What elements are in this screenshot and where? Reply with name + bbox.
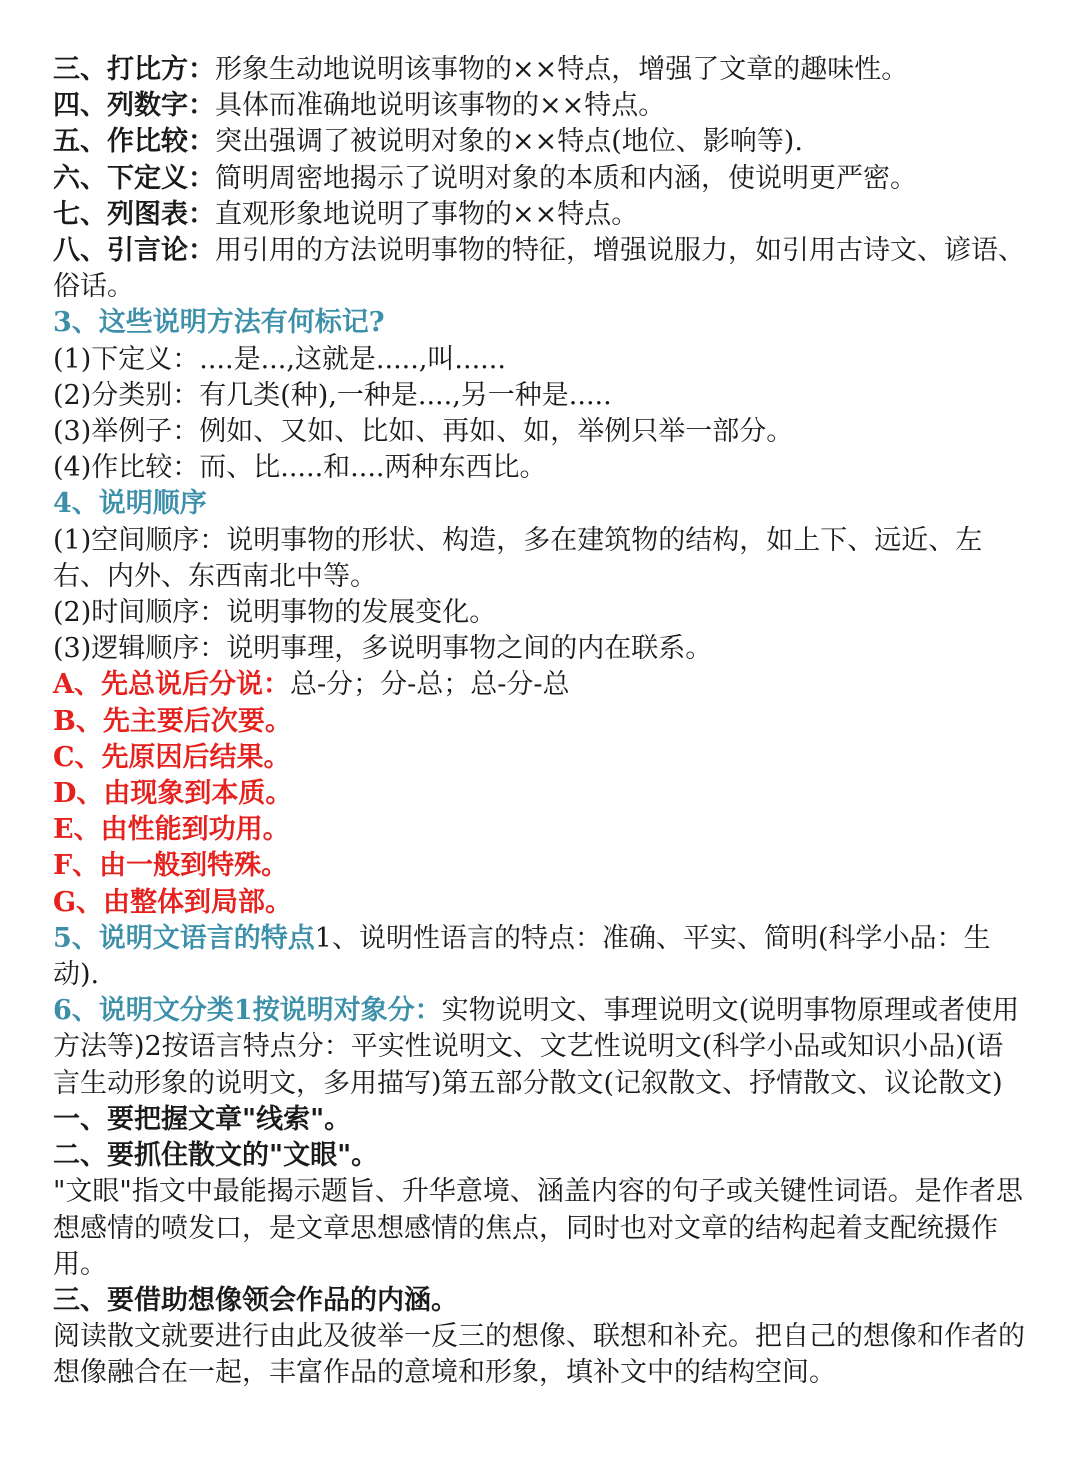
logic-order-a: [53, 667, 1030, 703]
logic-order-item: F、由一般到特殊。: [53, 850, 289, 882]
prose-point-2: 二、要抓住散文的"文眼"。: [53, 1140, 379, 1172]
order-item: (1)空间顺序：说明事物的形状、构造，多在建筑物的结构，如上下、远近、左右、内外、东西南北中等。: [53, 524, 983, 592]
classify-text: 实物说明文、事理说明文(说明事物原理或者使用方法等)2按语言特点分：平实性说明文、文艺性说明文(科学小品或知识小品)(语言生动形象的说明文，多用描写)第五部分散文(记叙散文、抒情散文、议论散文): [53, 995, 1020, 1099]
method-label: 六、下定义：: [53, 162, 215, 194]
order-heading: 4、说明顺序: [53, 488, 207, 520]
marker-item: (4)作比较：而、比.....和....两种东西比。: [53, 452, 547, 484]
marker-item: (3)举例子：例如、又如、比如、再如、如，举例只举一部分。: [53, 416, 794, 448]
logic-order-item: D、由现象到本质。: [53, 778, 293, 810]
method-label: 八、引言论：: [53, 235, 215, 267]
logic-order-item: B、先主要后次要。: [53, 705, 292, 737]
method-six: [53, 161, 1030, 197]
classify-heading: 6、说明文分类1按说明对象分：: [53, 995, 442, 1027]
method-text: 简明周密地揭示了说明对象的本质和内涵，使说明更严密。: [215, 162, 917, 194]
logic-label: A、先总说后分说：: [53, 669, 290, 701]
classify-paragraph: [53, 993, 1030, 1102]
method-label: 五、作比较：: [53, 126, 215, 158]
method-label: 七、列图表：: [53, 198, 215, 230]
language-paragraph: [53, 921, 1030, 993]
method-text: 突出强调了被说明对象的××特点(地位、影响等).: [215, 126, 803, 158]
method-three: [53, 52, 1030, 88]
method-label: 三、打比方：: [53, 54, 215, 85]
language-text: 1、说明性语言的特点：准确、平实、简明(科学小品：生动).: [53, 922, 991, 991]
method-text: 形象生动地说明该事物的××特点，增强了文章的趣味性。: [215, 54, 909, 85]
marker-item: (2)分类别：有几类(种),一种是....,另一种是.....: [53, 379, 612, 411]
method-four: [53, 88, 1030, 124]
prose-point-1: 一、要把握文章"线索"。: [53, 1103, 352, 1135]
logic-order-item: C、先原因后结果。: [53, 741, 291, 773]
method-five: [53, 124, 1030, 160]
method-seven: [53, 197, 1030, 233]
logic-order-item: E、由性能到功用。: [53, 814, 290, 846]
marker-item: (1)下定义：....是...,这就是.....,叫......: [53, 343, 506, 375]
method-text: 具体而准确地说明该事物的××特点。: [215, 90, 666, 122]
markers-heading: 3、这些说明方法有何标记?: [53, 307, 385, 339]
language-heading: 5、说明文语言的特点: [53, 922, 315, 954]
order-item: (2)时间顺序：说明事物的发展变化。: [53, 597, 497, 629]
prose-point-3: 三、要借助想像领会作品的内涵。: [53, 1284, 458, 1316]
method-eight: [53, 233, 1030, 305]
method-text: 用引用的方法说明事物的特征，增强说服力，如引用古诗文、谚语、俗话。: [53, 235, 1025, 303]
logic-order-item: G、由整体到局部。: [53, 886, 293, 918]
logic-text: 总-分；分-总；总-分-总: [289, 669, 570, 701]
order-item: (3)逻辑顺序：说明事理，多说明事物之间的内在联系。: [53, 633, 713, 665]
method-text: 直观形象地说明了事物的××特点。: [215, 198, 639, 230]
prose-point-3-text: 阅读散文就要进行由此及彼举一反三的想像、联想和补充。把自己的想像和作者的想像融合在一起，丰富作品的意境和形象，填补文中的结构空间。: [53, 1321, 1025, 1389]
prose-point-2-text: "文眼"指文中最能揭示题旨、升华意境、涵盖内容的句子或关键性词语。是作者思想感情的喷发口，是文章思想感情的焦点，同时也对文章的结构起着支配统摄作用。: [53, 1176, 1023, 1280]
method-label: 四、列数字：: [53, 90, 215, 122]
